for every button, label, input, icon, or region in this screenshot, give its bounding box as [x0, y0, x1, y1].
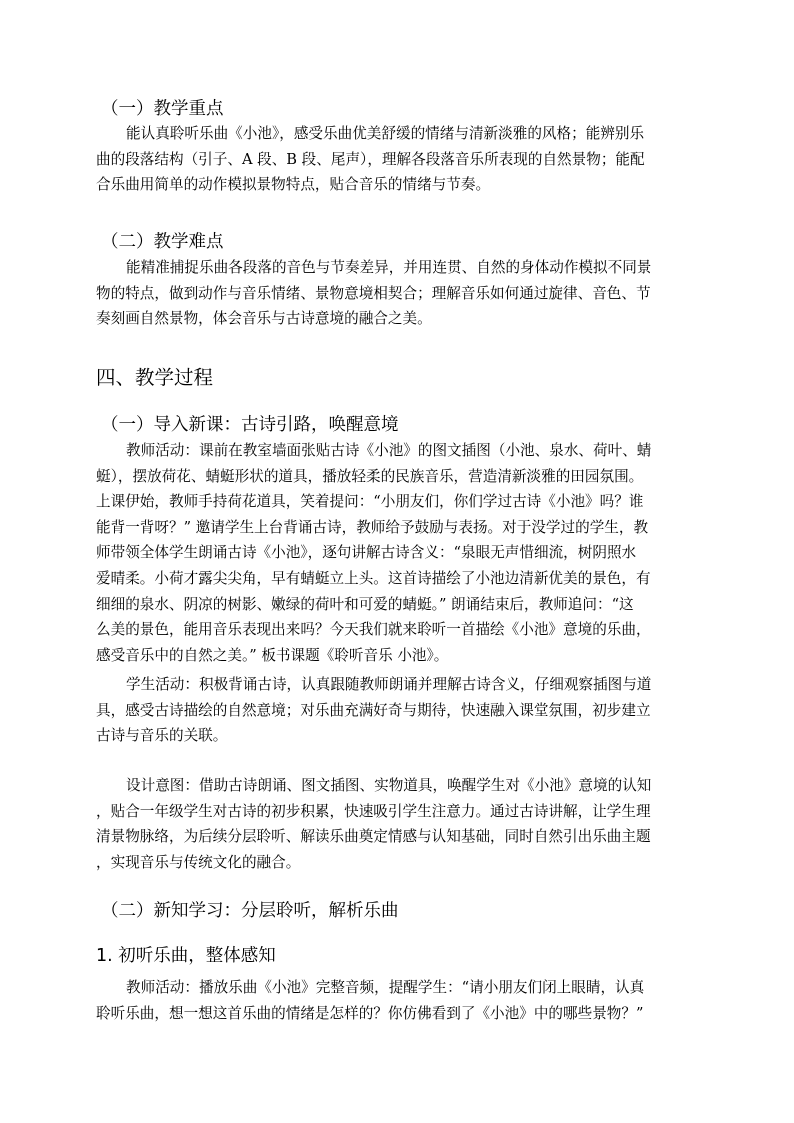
- learning-teacher-paragraph: [96, 975, 701, 1026]
- paragraph-line: 古诗与音乐的关联。: [96, 727, 228, 745]
- chapter-heading: 四、教学过程: [96, 366, 214, 389]
- paragraph-line: 师带领全体学生朗诵古诗《小池》，逐句讲解古诗含义：“泉眼无声惜细流，树阴照水: [96, 544, 637, 562]
- sub-heading-first-listen: 1. 初听乐曲，整体感知: [96, 946, 276, 966]
- paragraph-line: 么美的景色，能用音乐表现出来吗？今天我们就来聆听一首描绘《小池》意境的乐曲，: [96, 621, 651, 639]
- teaching-focus-paragraph: [96, 121, 701, 198]
- paragraph-line: 学生活动：积极背诵古诗，认真跟随教师朗诵并理解古诗含义，仔细观察插图与道: [126, 676, 652, 693]
- paragraph-line: ，实现音乐与传统文化的融合。: [96, 853, 301, 871]
- intro-teacher-paragraph: [96, 438, 701, 668]
- paragraph-line: 细细的泉水、阴凉的树影、嫩绿的荷叶和可爱的蜻蜓。” 朗诵结束后，教师追问：“这: [96, 595, 634, 613]
- heading-teaching-focus: （一）教学重点: [101, 99, 224, 119]
- paragraph-line: 清景物脉络，为后续分层聆听、解读乐曲奠定情感与认知基础，同时自然引出乐曲主题: [96, 828, 651, 846]
- paragraph-line: 教师活动：课前在教室墙面张贴古诗《小池》的图文插图（小池、泉水、荷叶、蜻: [126, 442, 652, 459]
- heading-new-learning: （二）新知学习：分层聆听，解析乐曲: [101, 901, 399, 921]
- paragraph-line: 蜓），摆放荷花、蜻蜓形状的道具，播放轻柔的民族音乐，营造清新淡雅的田园氛围。: [96, 467, 644, 485]
- paragraph-line: 教师活动：播放乐曲《小池》完整音频，提醒学生：“请小朋友们闭上眼睛，认真: [126, 979, 645, 996]
- heading-introduction: （一）导入新课：古诗引路，唤醒意境: [101, 415, 399, 435]
- heading-teaching-difficulty: （二）教学难点: [101, 232, 224, 252]
- paragraph-line: 聆听乐曲，想一想这首乐曲的情绪是怎样的？你仿佛看到了《小池》中的哪些景物？”: [96, 1004, 644, 1022]
- paragraph-line: 能精准捕捉乐曲各段落的音色与节奏差异，并用连贯、自然的身体动作模拟不同景: [126, 259, 652, 276]
- paragraph-line: 曲的段落结构（引子、A 段、B 段、尾声），理解各段落音乐所表现的自然景物；能配: [96, 150, 645, 168]
- paragraph-line: 感受音乐中的自然之美。” 板书课题《聆听音乐 小池》。: [96, 646, 449, 664]
- paragraph-line: ，贴合一年级学生对古诗的初步积累，快速吸引学生注意力。通过古诗讲解，让学生理: [96, 802, 651, 820]
- teaching-difficulty-paragraph: [96, 255, 701, 332]
- paragraph-line: 爱晴柔。小荷才露尖尖角，早有蜻蜓立上头。这首诗描绘了小池边清新优美的景色，有: [96, 569, 651, 587]
- intro-design-paragraph: [96, 773, 701, 875]
- paragraph-line: 能认真聆听乐曲《小池》，感受乐曲优美舒缓的情绪与清新淡雅的风格；能辨别乐: [126, 125, 645, 142]
- intro-student-paragraph: [96, 672, 701, 749]
- paragraph-line: 合乐曲用简单的动作模拟景物特点，贴合音乐的情绪与节奏。: [96, 176, 491, 194]
- paragraph-line: 上课伊始，教师手持荷花道具，笑着提问：“小朋友们，你们学过古诗《小池》吗？谁: [96, 493, 644, 511]
- paragraph-line: 物的特点，做到动作与音乐情绪、景物意境相契合；理解音乐如何通过旋律、音色、节: [96, 284, 651, 302]
- paragraph-line: 奏刻画自然景物，体会音乐与古诗意境的融合之美。: [96, 310, 432, 328]
- paragraph-line: 能背一背呀？” 邀请学生上台背诵古诗，教师给予鼓励与表扬。对于没学过的学生，教: [96, 518, 649, 536]
- paragraph-line: 具，感受古诗描绘的自然意境；对乐曲充满好奇与期待，快速融入课堂氛围，初步建立: [96, 701, 651, 719]
- paragraph-line: 设计意图：借助古诗朗诵、图文插图、实物道具，唤醒学生对《小池》意境的认知: [126, 777, 652, 794]
